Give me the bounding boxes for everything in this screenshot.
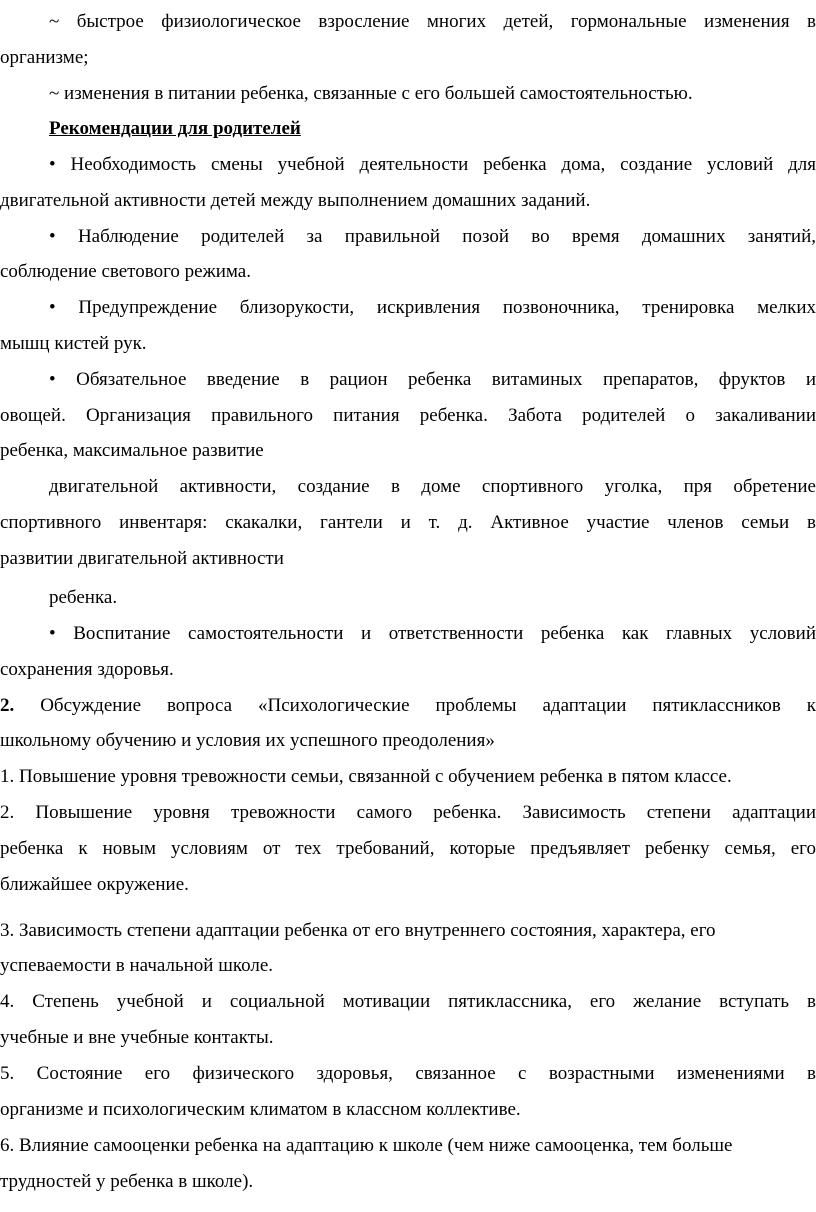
text-line: • Обязательное введение в рацион ребенка витаминых препаратов, фруктов и [49,369,816,390]
text-line: соблюдение светового режима. [0,261,251,282]
text-line: 6. Влияние самооценки ребенка на адаптацию к школе (чем ниже самооценка, тем больше [0,1135,733,1156]
text-line: ребенка к новым условиям от тех требований, которые предъявляет ребенку семья, его [0,838,816,859]
text-line: успеваемости в начальной школе. [0,955,274,976]
text-line: • Наблюдение родителей за правильной позой во время домашних занятий, [49,226,816,247]
heading-text: Рекомендации для родителей [49,118,301,139]
text-line: ~ изменения в питании ребенка, связанные с его большей самостоятельностью. [49,83,693,104]
text-line: • Предупреждение близорукости, искривления позвоночника, тренировка мелких [49,297,816,318]
text-line: 1. Повышение уровня тревожности семьи, связанной с обучением ребенка в пятом классе. [0,766,732,787]
text-line: 3. Зависимость степени адаптации ребенка от его внутреннего состояния, характера, его [0,920,716,941]
text-line: учебные и вне учебные контакты. [0,1027,274,1048]
text-line: школьному обучению и условия их успешного преодоления» [0,730,495,751]
text-line: спортивного инвентаря: скакалки, гантели и т. д. Активное участие членов семьи в [0,512,816,533]
text-line: организме; [0,47,89,68]
text-line: трудностей у ребенка в школе). [0,1171,254,1192]
text-line: овощей. Организация правильного питания ребенка. Забота родителей о закаливании [0,405,816,426]
item-number: 2. [0,695,15,716]
text-line: развитии двигательной активности [0,548,284,569]
text-line: 4. Степень учебной и социальной мотивации пятиклассника, его желание вступать в [0,991,816,1012]
text-line: сохранения здоровья. [0,659,174,680]
text-line: мышц кистей рук. [0,333,147,354]
text-line: ребенка. [49,587,118,608]
text-line: 5. Состояние его физического здоровья, связанное с возрастными изменениями в [0,1063,816,1084]
text-line: организме и психологическим климатом в классном коллективе. [0,1099,521,1120]
text-line: 2. Повышение уровня тревожности самого ребенка. Зависимость степени адаптации [0,802,816,823]
text-line [0,688,816,724]
text-line: • Необходимость смены учебной деятельности ребенка дома, создание условий для [49,154,816,175]
text-line: ~ быстрое физиологическое взросление многих детей, гормональные изменения в [49,11,816,32]
text-line: двигательной активности детей между выполнением домашних заданий. [0,190,591,211]
text-line: ближайшее окружение. [0,874,189,895]
text-line: ребенка, максимальное развитие [0,440,264,461]
section-heading [0,111,816,147]
text-line: • Воспитание самостоятельности и ответственности ребенка как главных условий [49,623,816,644]
item-text: Обсуждение вопроса «Психологические проблемы адаптации пятиклассников к [40,695,816,716]
text-line: двигательной активности, создание в доме спортивного уголка, пря обретение [49,476,816,497]
